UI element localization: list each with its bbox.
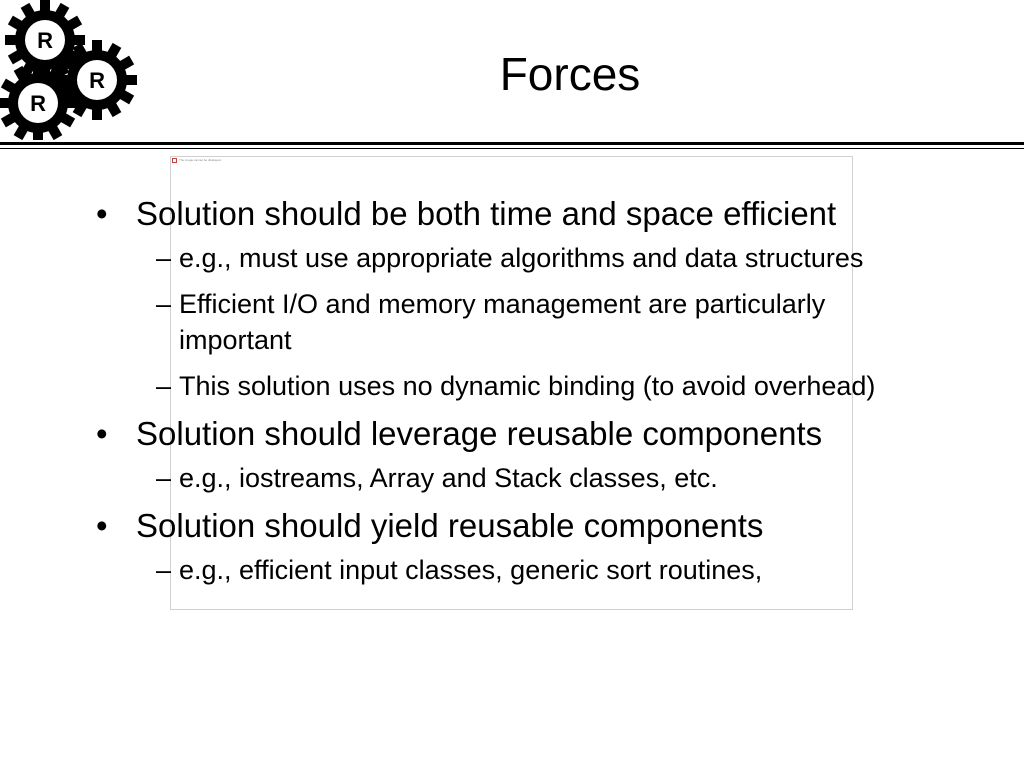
sub-bullet-text: e.g., iostreams, Array and Stack classes, etc.	[179, 463, 718, 493]
gear-letter: R	[89, 68, 105, 93]
gear-letter: R	[30, 91, 46, 116]
title-divider	[0, 142, 1024, 145]
title-divider-thin	[0, 148, 1024, 149]
gears-logo	[0, 0, 140, 140]
bullet-list	[96, 194, 916, 598]
bullet-item	[96, 414, 916, 454]
dash-marker: –	[156, 371, 172, 401]
bullet-item	[96, 194, 916, 234]
sub-bullet-text: e.g., efficient input classes, generic sort routines,	[179, 555, 763, 585]
dash-marker: –	[156, 555, 172, 585]
gear-icon	[0, 63, 78, 140]
bullet-item	[96, 506, 916, 546]
sub-bullet-item	[96, 368, 916, 404]
sub-bullet-text: e.g., must use appropriate algorithms and data structures	[179, 243, 864, 273]
bullet-marker: •	[96, 507, 108, 544]
sub-bullet-item	[96, 460, 916, 496]
bullet-text: Solution should leverage reusable components	[136, 415, 823, 452]
sub-bullet-item	[96, 552, 916, 588]
sub-bullet-text: Efficient I/O and memory management are particularly important	[179, 289, 826, 355]
broken-image-icon	[172, 158, 177, 163]
bullet-text: Solution should be both time and space efficient	[136, 195, 837, 232]
sub-bullet-text: This solution uses no dynamic binding (to avoid overhead)	[179, 371, 876, 401]
bullet-marker: •	[96, 415, 108, 452]
dash-marker: –	[156, 463, 172, 493]
image-placeholder-caption: The image cannot be displayed.	[179, 158, 222, 162]
sub-bullet-item	[96, 286, 916, 358]
slide-title: Forces	[499, 48, 641, 100]
bullet-marker: •	[96, 195, 108, 232]
gear-letter: R	[37, 28, 53, 53]
bullet-text: Solution should yield reusable components	[136, 507, 764, 544]
sub-bullet-item	[96, 240, 916, 276]
dash-marker: –	[156, 289, 172, 319]
dash-marker: –	[156, 243, 172, 273]
